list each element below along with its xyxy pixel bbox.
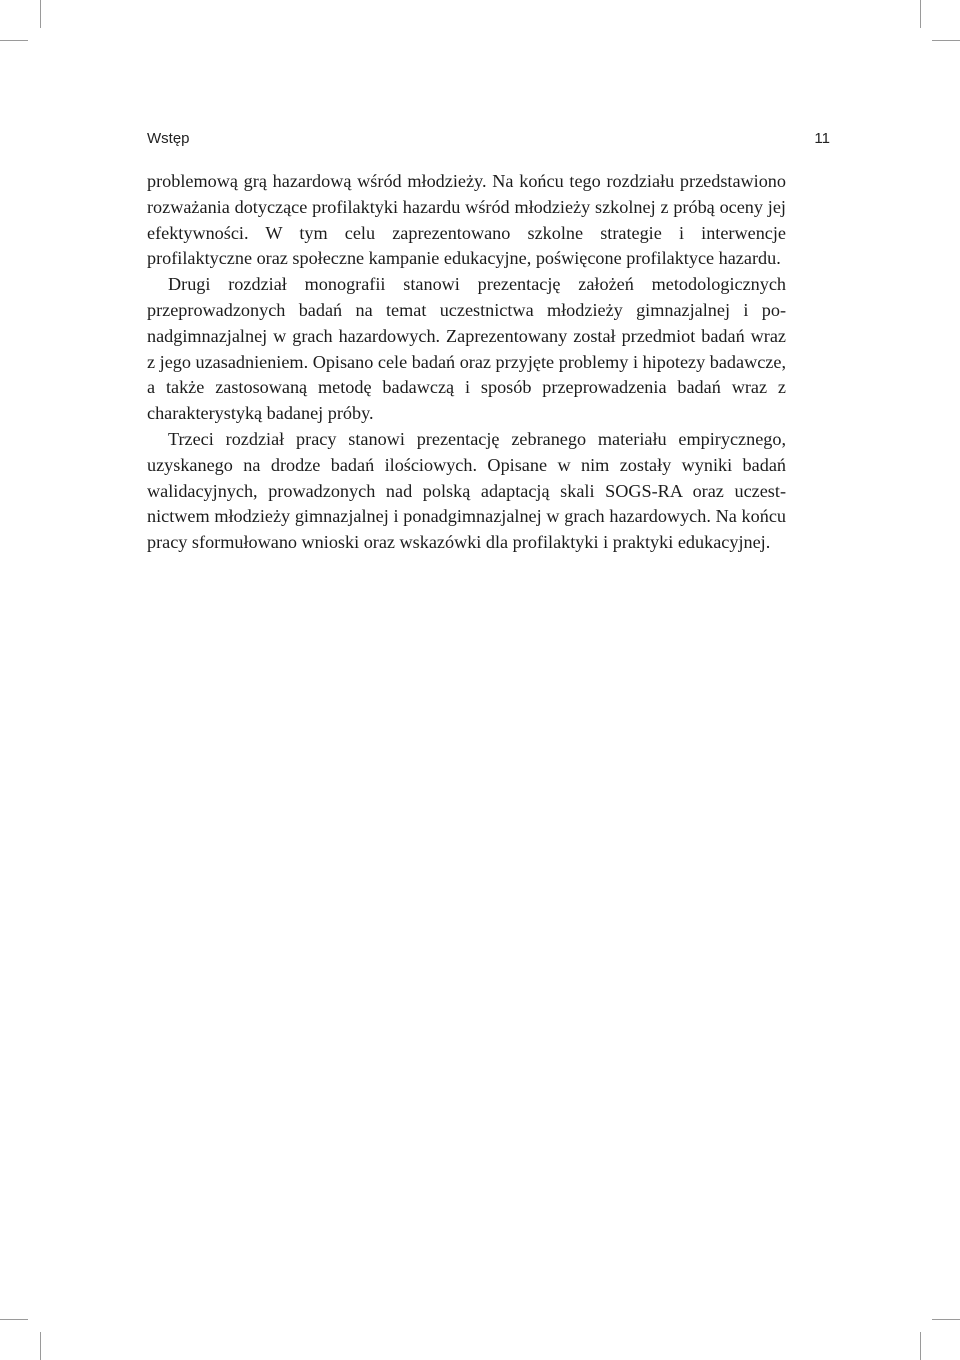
crop-mark [40, 1332, 41, 1360]
crop-mark [920, 1332, 921, 1360]
crop-mark [932, 40, 960, 41]
body-text [147, 169, 786, 556]
running-head: Wstęp [147, 130, 190, 147]
crop-mark [40, 0, 41, 28]
page-number: 11 [814, 130, 830, 147]
crop-mark [0, 40, 28, 41]
paragraph: problemową grą hazardową wśród młodzieży. Na końcu tego rozdziału przedstawiono rozważania dotyczące profilaktyki hazardu wśród młodzieży szkolnej z próbą oceny jej efektywności. W tym celu zaprezentowano szkolne strategie i interwencje profilaktyczne oraz społeczne kampanie edukacyjne, poświęcone profilaktyce hazardu. [147, 171, 786, 269]
paragraph: Trzeci rozdział pracy stanowi prezentację zebranego materiału empirycznego, uzyskanego na drodze badań ilościowych. Opisane w nim zostały wyniki badań walidacyjnych, prowadzonych nad polską adaptacją skali SOGS-RA oraz uczestnictwem młodzieży gimnazjalnej i ponadgimnazjalnej w grach hazardowych. Na końcu pracy sformułowano wnioski oraz wskazówki dla profilaktyki i praktyki edukacyjnej. [147, 428, 786, 553]
crop-mark [932, 1319, 960, 1320]
paragraph: Drugi rozdział monografii stanowi prezentację założeń metodologicznych przeprowadzonych badań na temat uczestnictwa młodzieży gimnazjalnej i ponadgimnazjalnej w grach hazardowych. Zaprezentowany został przedmiot badań wraz z jego uzasadnieniem. Opisano cele badań oraz przyjęte problemy i hipotezy badawcze, a także zastosowaną metodę badawczą i sposób przeprowadzenia badań wraz z charakterystyką badanej próby. [147, 274, 786, 424]
crop-mark [920, 0, 921, 28]
crop-mark [0, 1319, 28, 1320]
